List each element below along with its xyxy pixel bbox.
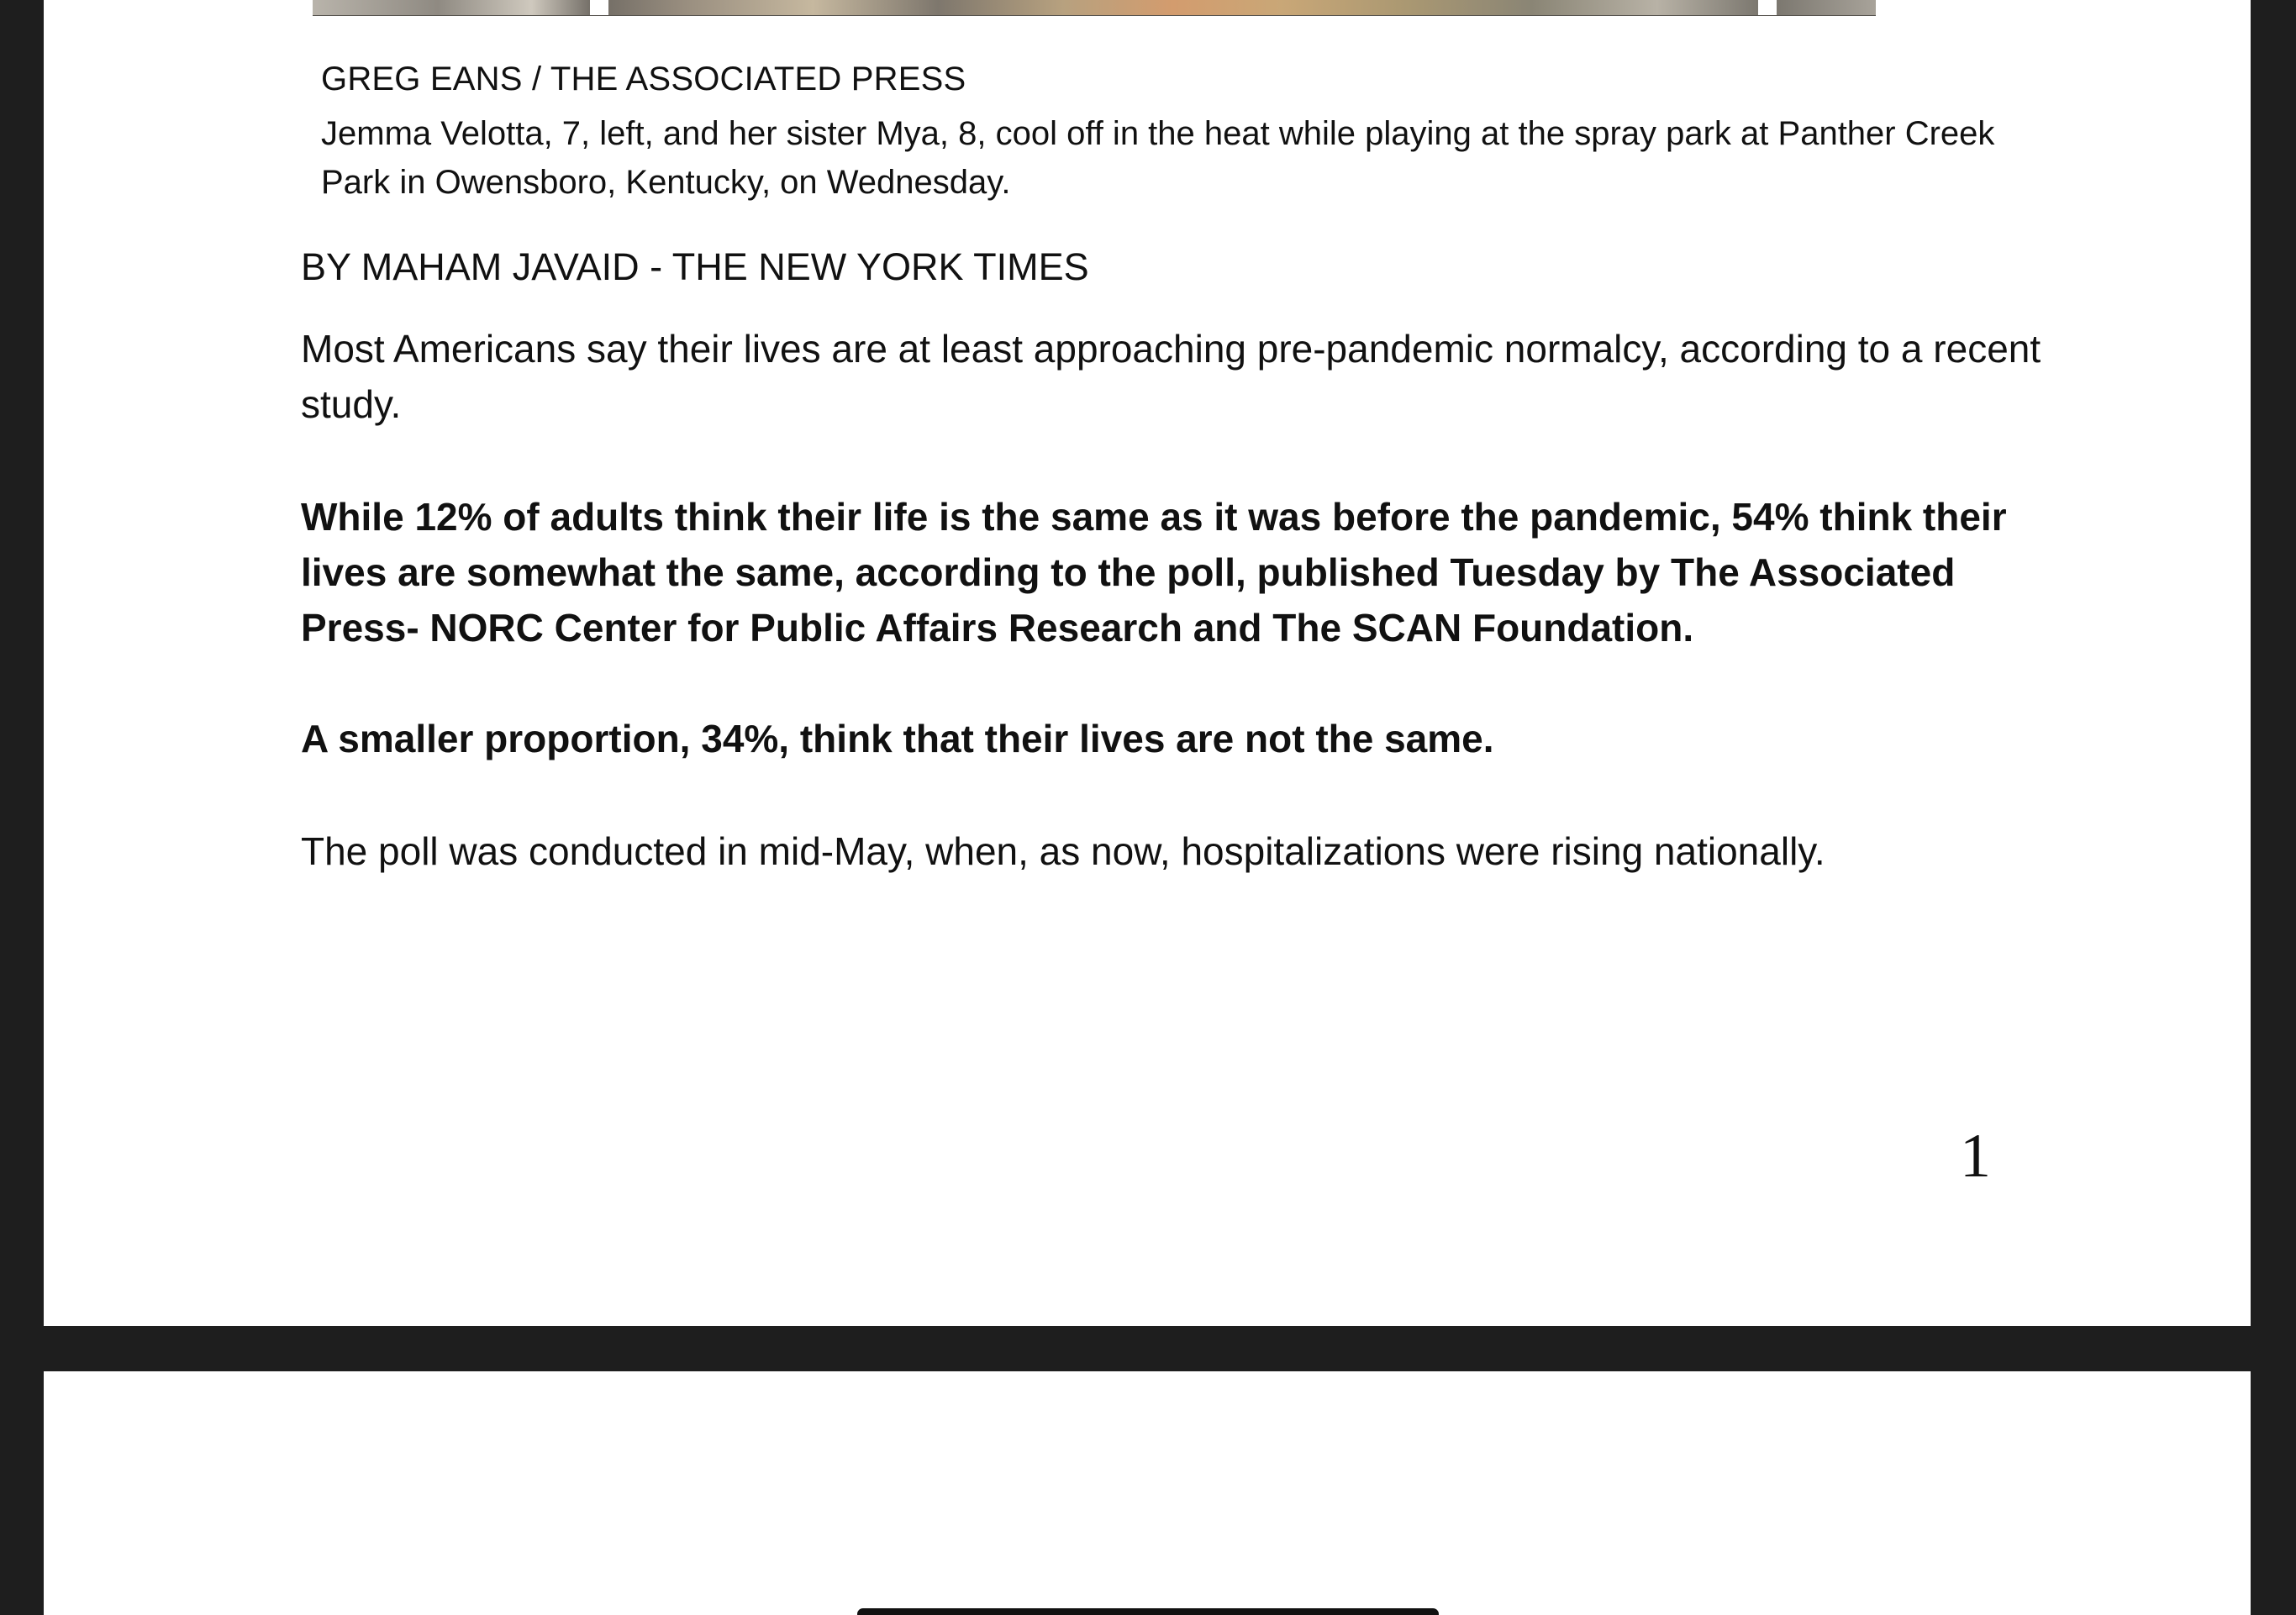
article-paragraph-bold: A smaller proportion, 34%, think that their lives are not the same. [301, 717, 1494, 760]
article-paragraph: Most Americans say their lives are at least approaching pre-pandemic normalcy, according to a recent study. [301, 327, 2041, 426]
article-paragraph-bold: While 12% of adults think their life is the same as it was before the pandemic, 54% think their lives are somewhat the same, according to the poll, published Tuesday by The Associated Press- NORC Center for Public Affairs Research and The SCAN Foundation. [301, 495, 2007, 650]
page-number: 1 [1960, 1122, 1991, 1191]
article-photo [313, 0, 1876, 16]
document-page-2 [44, 1371, 2251, 1615]
home-indicator-bar[interactable] [857, 1608, 1439, 1615]
photo-caption: Jemma Velotta, 7, left, and her sister Mya, 8, cool off in the heat while playing at the spray park at Panther Creek Park in Owensboro, Kentucky, on Wednesday. [321, 115, 1995, 201]
article-byline: BY MAHAM JAVAID - THE NEW YORK TIMES [301, 245, 1089, 288]
document-page-1 [44, 0, 2251, 1326]
photo-credit: GREG EANS / THE ASSOCIATED PRESS [321, 60, 966, 97]
photo-frame-gap [590, 0, 608, 15]
photo-frame-gap [1758, 0, 1777, 15]
article-paragraph: The poll was conducted in mid-May, when, as now, hospitalizations were rising nationally. [301, 829, 1825, 873]
